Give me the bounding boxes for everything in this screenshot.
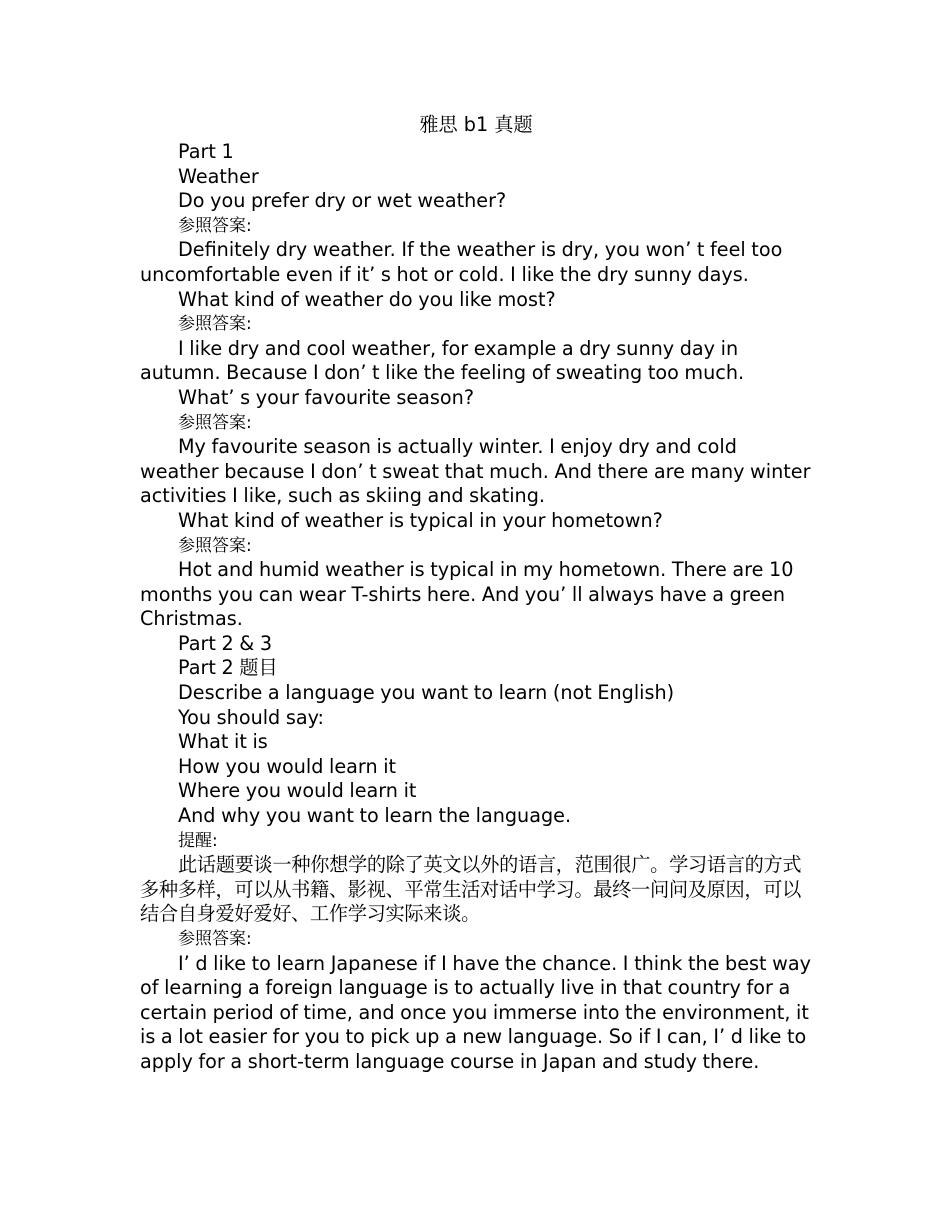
cue-card-line: Where you would learn it <box>178 779 417 803</box>
cue-card-line: You should say: <box>178 705 325 729</box>
document-body <box>140 110 812 1075</box>
question: What’ s your favourite season? <box>178 385 475 409</box>
subsection-heading: Part 2 题目 <box>178 656 278 680</box>
topic-heading: Weather <box>178 164 259 188</box>
answer-text: I like dry and cool weather, for example a dry sunny day in autumn. Because I don’ t like the feeling of sweating too much. <box>140 336 745 385</box>
cue-card-line: How you would learn it <box>178 754 397 778</box>
document-title: 雅思 b1 真题 <box>419 113 533 136</box>
answer-label: 参照答案: <box>178 314 252 335</box>
answer-label: 参照答案: <box>178 412 252 433</box>
question: What kind of weather do you like most? <box>178 287 556 311</box>
cue-card-line: What it is <box>178 730 268 754</box>
question: What kind of weather is typical in your hometown? <box>178 508 663 532</box>
section-heading: Part 2 & 3 <box>178 631 273 655</box>
answer-label: 参照答案: <box>178 215 252 236</box>
answer-text: I’ d like to learn Japanese if I have the chance. I think the best way of learning a foreign language is to actually live in that country for a certain period of time, and once you immerse into the environment, it is a lot easier for you to pick up a new language. So if I can, I’ d like to apply for a short-term language course in Japan and study there. <box>140 951 811 1073</box>
answer-text: Hot and humid weather is typical in my hometown. There are 10 months you can wear T-shirts here. And you’ ll always have a green Christmas. <box>140 558 794 631</box>
section-heading: Part 1 <box>178 140 234 163</box>
cue-card-line: And why you want to learn the language. <box>178 804 572 828</box>
cue-card-prompt: Describe a language you want to learn (not English) <box>178 681 675 705</box>
tip-label: 提醒: <box>178 830 218 851</box>
question: Do you prefer dry or wet weather? <box>178 189 507 213</box>
answer-label: 参照答案: <box>178 929 252 949</box>
answer-label: 参照答案: <box>178 535 252 556</box>
answer-text: My favourite season is actually winter. I enjoy dry and cold weather because I don’ t sweat that much. And there are many winter activities I like, such as skiing and skating. <box>140 435 811 508</box>
answer-text: Definitely dry weather. If the weather is dry, you won’ t feel too uncomfortable even if it’ s hot or cold. I like the dry sunny days. <box>140 238 783 286</box>
tip-text: 此话题要谈一种你想学的除了英文以外的语言，范围很广。学习语言的方式多种多样，可以从书籍、影视、平常生活对话中学习。最终一问问及原因，可以结合自身爱好爱好、工作学习实际来谈。 <box>140 853 802 926</box>
